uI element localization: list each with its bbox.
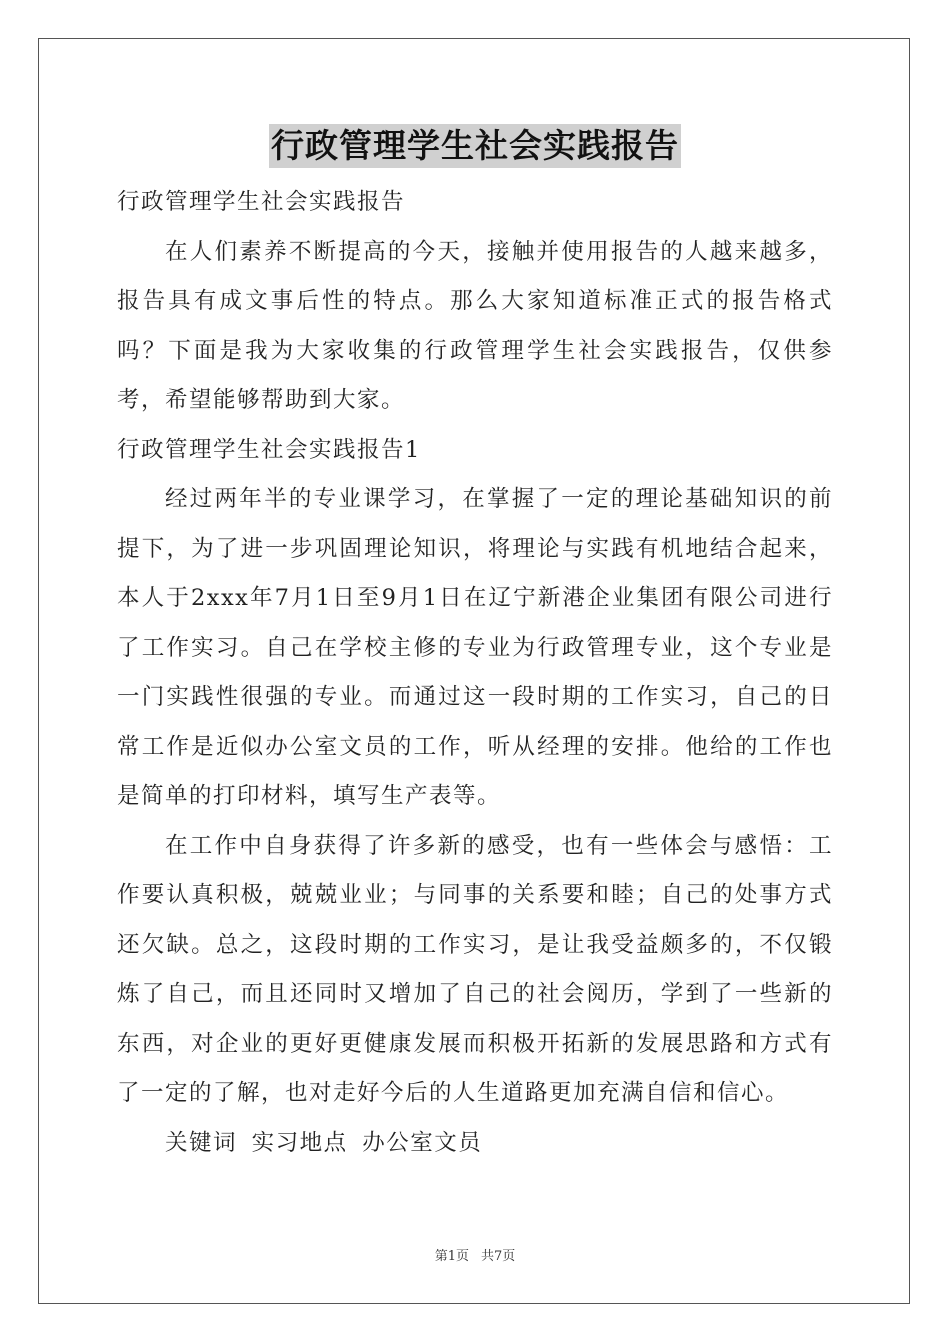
page-number: 第1页 (434, 1249, 469, 1264)
document-title-block (0, 124, 950, 168)
section-heading: 行政管理学生社会实践报告1 (117, 436, 421, 463)
page-total: 共7页 (481, 1249, 516, 1264)
page-footer (0, 1245, 950, 1264)
document-body (117, 178, 833, 1168)
document-title: 行政管理学生社会实践报告 (269, 124, 681, 168)
intro-paragraph: 在人们素养不断提高的今天，接触并使用报告的人越来越多，报告具有成文事后性的特点。那么大家知道标准正式的报告格式吗？下面是我为大家收集的行政管理学生社会实践报告，仅供参考，希望能够帮助到大家。 (117, 238, 833, 413)
document-subtitle: 行政管理学生社会实践报告 (117, 189, 406, 215)
body-paragraph-2: 在工作中自身获得了许多新的感受，也有一些体会与感悟：工作要认真积极，兢兢业业；与同事的关系要和睦；自己的处事方式还欠缺。总之，这段时期的工作实习，是让我受益颇多的，不仅锻炼了自己，而且还同时又增加了自己的社会阅历，学到了一些新的东西，对企业的更好更健康发展而积极开拓新的发展思路和方式有了一定的了解，也对走好今后的人生道路更加充满自信和信心。 (117, 832, 833, 1106)
body-paragraph-1: 经过两年半的专业课学习，在掌握了一定的理论基础知识的前提下，为了进一步巩固理论知识，将理论与实践有机地结合起来，本人于2xxx年7月1日至9月1日在辽宁新港企业集团有限公司进行了工作实习。自己在学校主修的专业为行政管理专业，这个专业是一门实践性很强的专业。而通过这一段时期的工作实习，自己的日常工作是近似办公室文员的工作，听从经理的安排。他给的工作也是简单的打印材料，填写生产表等。 (117, 486, 833, 809)
keywords-line: 关键词 实习地点 办公室文员 (165, 1129, 483, 1156)
